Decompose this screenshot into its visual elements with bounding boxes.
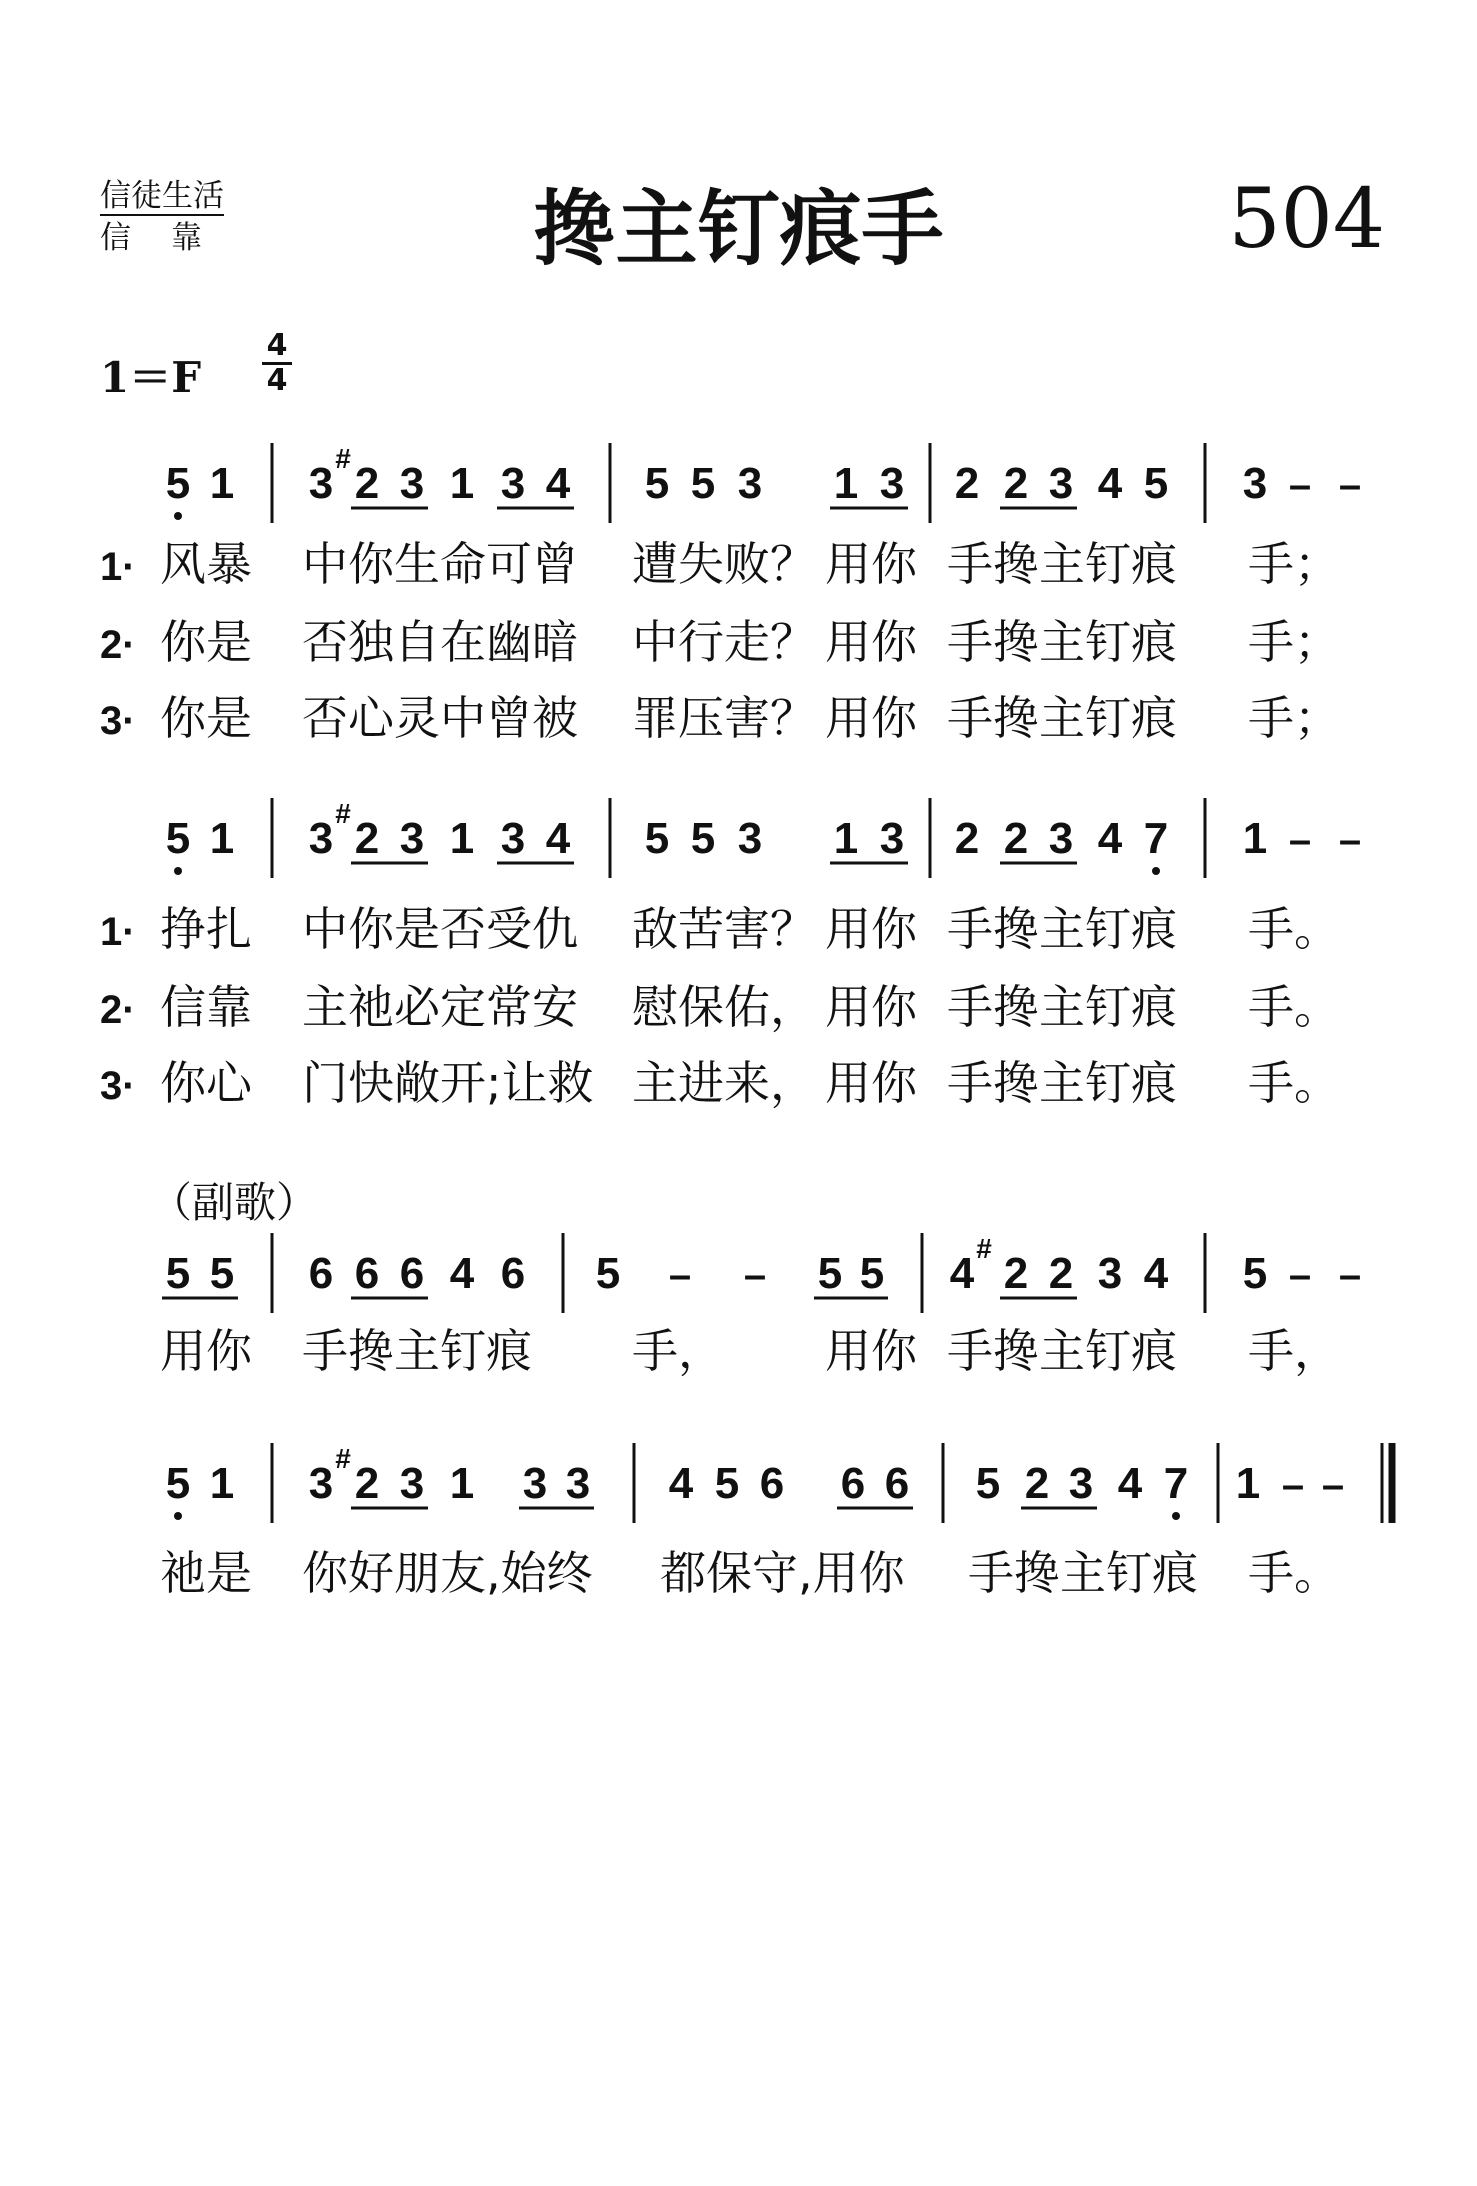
lyric-segment: 手搀主钉痕	[947, 537, 1177, 591]
note: 6	[399, 1249, 425, 1298]
note: 2	[1048, 1249, 1074, 1298]
category-bottom: 信靠	[100, 220, 242, 256]
note: 3	[565, 1459, 591, 1508]
sharp-sign: #	[335, 1443, 351, 1474]
lyric-segment: 你是	[160, 615, 252, 669]
lyric-segment: 用你	[825, 1056, 917, 1110]
note: 6	[500, 1249, 526, 1298]
lyric-segment: 敌苦害？	[632, 902, 816, 956]
lyric-segment: 手；	[1248, 691, 1340, 745]
note: 2	[1003, 1249, 1029, 1298]
lyric-segment: 手搀主钉痕	[968, 1546, 1198, 1600]
note: 5	[1242, 1249, 1268, 1298]
verse-number: 3·	[100, 699, 136, 743]
note-dash: –	[1321, 1463, 1345, 1507]
note: 4	[1143, 1249, 1169, 1298]
sharp-sign: #	[976, 1233, 992, 1264]
note: 3	[500, 814, 526, 863]
verse-number: 3·	[100, 1064, 136, 1108]
note: 5	[165, 459, 191, 508]
chorus-label: （副歌）	[150, 1178, 319, 1227]
note: 1	[833, 459, 859, 508]
note: 3	[737, 459, 763, 508]
note: 5	[165, 1459, 191, 1508]
note: 4	[1097, 814, 1123, 863]
lyric-segment: 手。	[1248, 1056, 1340, 1110]
note: 1	[1242, 814, 1268, 863]
note-dash: –	[1338, 1253, 1362, 1297]
lyric-segment: 手。	[1248, 902, 1340, 956]
note: 1	[209, 814, 235, 863]
note: 1	[833, 814, 859, 863]
note: 2	[954, 459, 980, 508]
lyric-segment: 用你	[825, 537, 917, 591]
note: 5	[714, 1459, 740, 1508]
lyric-segment: 门快敞开;让救	[302, 1056, 594, 1110]
lyric-segment: 手搀主钉痕	[947, 1056, 1177, 1110]
note: 2	[954, 814, 980, 863]
note: 5	[165, 1249, 191, 1298]
low-octave-dot	[1172, 1512, 1180, 1520]
low-octave-dot	[174, 867, 182, 875]
note: 2	[1024, 1459, 1050, 1508]
note: 3	[879, 459, 905, 508]
note-dash: –	[1288, 818, 1312, 862]
note: 5	[644, 814, 670, 863]
hymn-number: 504	[1228, 172, 1385, 267]
lyric-segment: 手搀主钉痕	[302, 1324, 532, 1378]
note: 3	[500, 459, 526, 508]
note: 1	[449, 814, 475, 863]
sharp-sign: #	[335, 443, 351, 474]
note: 3	[1242, 459, 1268, 508]
lyric-segment: 手；	[1248, 537, 1340, 591]
low-octave-dot	[174, 1512, 182, 1520]
note: 2	[354, 814, 380, 863]
note: 3	[879, 814, 905, 863]
note-dash: –	[1338, 463, 1362, 507]
note: 6	[354, 1249, 380, 1298]
lyric-segment: 中行走？	[632, 615, 816, 669]
note: 6	[759, 1459, 785, 1508]
note-dash: –	[1288, 463, 1312, 507]
note: 3	[308, 1459, 334, 1508]
verse-number: 2·	[100, 623, 136, 667]
note: 3	[737, 814, 763, 863]
note: 4	[545, 459, 571, 508]
lyric-segment: 用你	[825, 1324, 917, 1378]
note-dash: –	[668, 1253, 692, 1297]
lyric-segment: 祂是	[160, 1546, 252, 1600]
note: 3	[308, 459, 334, 508]
note: 1	[449, 459, 475, 508]
lyric-segment: 用你	[160, 1324, 252, 1378]
note: 2	[1003, 814, 1029, 863]
note: 3	[1048, 459, 1074, 508]
lyric-segment: 信靠	[160, 980, 252, 1034]
note: 5	[209, 1249, 235, 1298]
lyric-segment: 风暴	[160, 537, 252, 591]
note: 5	[975, 1459, 1001, 1508]
note: 4	[668, 1459, 694, 1508]
hymn-title: 搀主钉痕手	[533, 182, 944, 277]
lyric-segment: 慰保佑，	[632, 980, 816, 1034]
note: 4	[1117, 1459, 1143, 1508]
note: 4	[949, 1249, 975, 1298]
lyric-segment: 手搀主钉痕	[947, 615, 1177, 669]
lyric-segment: 否独自在幽暗	[302, 615, 578, 669]
note-dash: –	[1281, 1463, 1305, 1507]
time-signature-bottom: 4	[266, 363, 288, 398]
lyric-segment: 中你是否受仇	[302, 902, 578, 956]
note-dash: –	[1288, 1253, 1312, 1297]
note: 6	[884, 1459, 910, 1508]
lyric-segment: 手搀主钉痕	[947, 980, 1177, 1034]
note-dash: –	[1338, 818, 1362, 862]
lyric-segment: 挣扎	[160, 902, 252, 956]
note: 5	[165, 814, 191, 863]
lyric-segment: 手。	[1248, 980, 1340, 1034]
note: 4	[1097, 459, 1123, 508]
lyric-segment: 都保守,用你	[660, 1546, 905, 1600]
note: 5	[1143, 459, 1169, 508]
note: 7	[1143, 814, 1169, 863]
note: 3	[399, 814, 425, 863]
lyric-segment: 手搀主钉痕	[947, 902, 1177, 956]
verse-number: 1·	[100, 910, 136, 954]
low-octave-dot	[174, 512, 182, 520]
note: 5	[859, 1249, 885, 1298]
lyric-segment: 主进来，	[632, 1056, 816, 1110]
lyric-segment: 罪压害？	[632, 691, 816, 745]
lyric-segment: 中你生命可曾	[302, 537, 578, 591]
key-signature: 1＝F	[100, 353, 202, 402]
note: 3	[1097, 1249, 1123, 1298]
note: 5	[817, 1249, 843, 1298]
note: 5	[595, 1249, 621, 1298]
lyric-segment: 你是	[160, 691, 252, 745]
note: 2	[1003, 459, 1029, 508]
note: 5	[690, 459, 716, 508]
note: 1	[1235, 1459, 1261, 1508]
lyric-segment: 用你	[825, 615, 917, 669]
lyric-segment: 手，	[1248, 1324, 1340, 1378]
note: 3	[399, 1459, 425, 1508]
note: 5	[690, 814, 716, 863]
note: 2	[354, 1459, 380, 1508]
low-octave-dot	[1152, 867, 1160, 875]
verse-number: 1·	[100, 545, 136, 589]
lyric-segment: 用你	[825, 980, 917, 1034]
lyric-segment: 手；	[1248, 615, 1340, 669]
note: 1	[209, 1459, 235, 1508]
lyric-segment: 遭失败？	[632, 537, 816, 591]
note: 1	[449, 1459, 475, 1508]
note: 7	[1163, 1459, 1189, 1508]
note: 3	[308, 814, 334, 863]
lyric-segment: 你好朋友,始终	[302, 1546, 593, 1600]
lyric-segment: 手。	[1248, 1546, 1340, 1600]
note: 1	[209, 459, 235, 508]
note: 4	[449, 1249, 475, 1298]
time-signature-top: 4	[262, 330, 292, 365]
note: 3	[522, 1459, 548, 1508]
lyric-segment: 你心	[160, 1056, 252, 1110]
note: 3	[1048, 814, 1074, 863]
note: 3	[399, 459, 425, 508]
lyric-segment: 手，	[632, 1324, 724, 1378]
lyric-segment: 手搀主钉痕	[947, 691, 1177, 745]
note: 2	[354, 459, 380, 508]
lyric-segment: 手搀主钉痕	[947, 1324, 1177, 1378]
note: 6	[840, 1459, 866, 1508]
verse-number: 2·	[100, 988, 136, 1032]
note-dash: –	[743, 1253, 767, 1297]
lyric-segment: 用你	[825, 691, 917, 745]
note: 5	[644, 459, 670, 508]
note: 3	[1068, 1459, 1094, 1508]
lyric-segment: 用你	[825, 902, 917, 956]
note: 6	[308, 1249, 334, 1298]
category-top: 信徒生活	[100, 178, 224, 214]
sharp-sign: #	[335, 798, 351, 829]
lyric-segment: 否心灵中曾被	[302, 691, 578, 745]
note: 4	[545, 814, 571, 863]
lyric-segment: 主祂必定常安	[302, 980, 578, 1034]
